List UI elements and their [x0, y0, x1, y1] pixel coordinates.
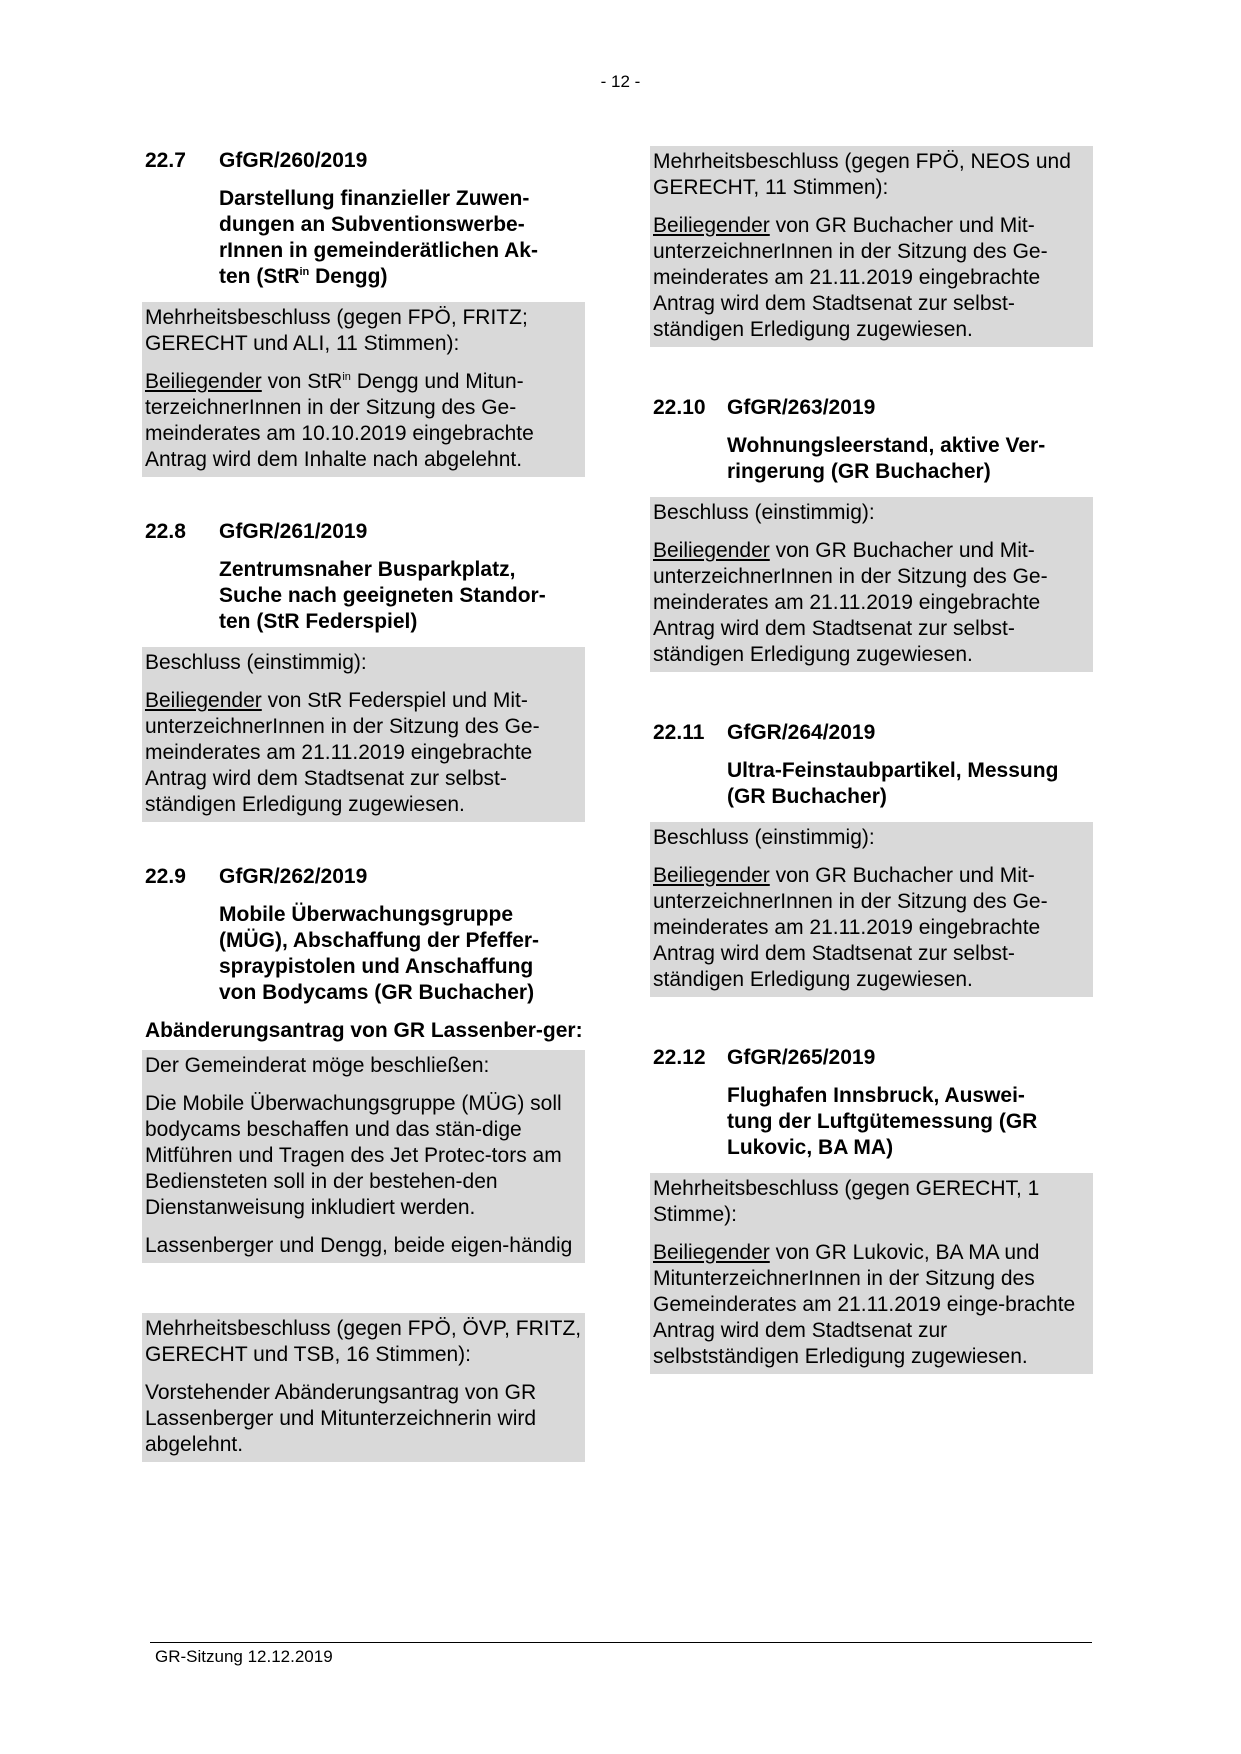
agenda-item-22-9 [145, 864, 585, 1462]
resolution-underlined: Beiliegender [653, 539, 770, 562]
item-title: Ultra-Feinstaubpartikel, Messung (GR Buchacher) [727, 759, 1059, 808]
item-title: Zentrumsnaher Busparkplatz, Suche nach geeigneten Standor-ten (StR Federspiel) [219, 558, 546, 633]
item-code: GfGR/264/2019 [727, 721, 876, 744]
item-heading [653, 395, 1093, 421]
resolution-rest: von GR Lukovic, BA MA und MitunterzeichnerInnen in der Sitzung des Gemeinderates am 21.11.2019 einge-brachte Antrag wird dem Stadtsenat zur selbstständigen Erledigung zugewiesen. [653, 1241, 1076, 1368]
resolution-underlined: Beiliegender [653, 214, 770, 237]
page-number: - 12 - [600, 72, 641, 91]
resolution-box [142, 302, 585, 477]
resolution-box-continued [650, 146, 1093, 347]
footer-divider [150, 1642, 1092, 1643]
item-code: GfGR/260/2019 [219, 149, 368, 172]
resolution-underlined: Beiliegender [145, 689, 262, 712]
amendment-box [142, 1050, 585, 1263]
item-code: GfGR/265/2019 [727, 1046, 876, 1069]
item-number: 22.8 [145, 520, 186, 543]
amendment-signatures: Lassenberger und Dengg, beide eigen-händig [145, 1234, 573, 1257]
agenda-item-22-12 [653, 1045, 1093, 1374]
resolution-text [145, 369, 582, 473]
item-title [145, 186, 549, 290]
item-heading [653, 720, 1093, 746]
resolution-box [142, 1313, 585, 1462]
item-title-sup: in [299, 266, 310, 278]
item-number: 22.7 [145, 149, 186, 172]
resolution-underlined: Beiliegender [653, 1241, 770, 1264]
resolution-text [653, 213, 1090, 343]
agenda-item-22-11 [653, 720, 1093, 997]
vote-result: Mehrheitsbeschluss (gegen FPÖ, NEOS und GERECHT, 11 Stimmen): [653, 150, 1071, 199]
item-heading [145, 148, 585, 174]
vote-result: Beschluss (einstimmig): [653, 826, 875, 849]
resolution-rest: von GR Buchacher und Mit-unterzeichnerInnen in der Sitzung des Ge-meinderates am 21.11.2019 eingebrachte Antrag wird dem Stadtsenat zur selbst-ständigen Erledigung zugewiesen. [653, 214, 1048, 341]
item-number: 22.11 [653, 721, 705, 744]
item-number: 22.10 [653, 396, 706, 419]
resolution-text [653, 538, 1090, 668]
resolution-text [653, 863, 1090, 993]
resolution-text: Vorstehender Abänderungsantrag von GR Lassenberger und Mitunterzeichnerin wird abgelehnt. [145, 1381, 537, 1456]
resolution-box [650, 822, 1093, 997]
item-heading [145, 864, 585, 890]
resolution-rest: von GR Buchacher und Mit-unterzeichnerInnen in der Sitzung des Ge-meinderates am 21.11.2019 eingebrachte Antrag wird dem Stadtsenat zur selbst-ständigen Erledigung zugewiesen. [653, 539, 1048, 666]
resolution-box [650, 497, 1093, 672]
resolution-text [145, 688, 582, 818]
agenda-item-22-8 [145, 519, 585, 822]
left-column [145, 148, 585, 1462]
resolution-rest: Dengg und Mitun-terzeichnerInnen in der Sitzung des Ge-meinderates am 10.10.2019 eingebrachte Antrag wird dem Inhalte nach abgelehnt. [145, 370, 534, 471]
agenda-item-22-10 [653, 395, 1093, 672]
vote-result: Beschluss (einstimmig): [145, 651, 367, 674]
item-title: Flughafen Innsbruck, Auswei-tung der Luftgütemessung (GR Lukovic, BA MA) [727, 1084, 1038, 1159]
item-title-text-end: Dengg) [309, 265, 388, 288]
resolution-text [653, 1240, 1090, 1370]
item-title-text: Darstellung finanzieller Zuwen-dungen an Subventionswerbe-rInnen in gemeinderätlichen Ak-ten (StR [219, 187, 538, 288]
resolution-part: von StR [261, 370, 343, 393]
amendment-text: Die Mobile Überwachungsgruppe (MÜG) soll bodycams beschaffen und das stän-dige Mitführen und Tragen des Jet Protec-tors am Bediensteten soll in der bestehen-den Dienstanweisung inkludiert werden. [145, 1092, 562, 1219]
resolution-box [650, 1173, 1093, 1374]
agenda-item-22-7 [145, 148, 585, 477]
item-code: GfGR/262/2019 [219, 865, 368, 888]
item-title: Mobile Überwachungsgruppe (MÜG), Abschaffung der Pfeffer-spraypistolen und Anschaffung von Bodycams (GR Buchacher) [219, 903, 540, 1004]
vote-result: Mehrheitsbeschluss (gegen GERECHT, 1 Stimme): [653, 1177, 1040, 1226]
resolution-box [142, 647, 585, 822]
amendment-intro: Der Gemeinderat möge beschließen: [145, 1054, 490, 1077]
item-heading [145, 519, 585, 545]
item-code: GfGR/261/2019 [219, 520, 368, 543]
vote-result: Beschluss (einstimmig): [653, 501, 875, 524]
resolution-underlined: Beiliegender [145, 370, 262, 393]
vote-result: Mehrheitsbeschluss (gegen FPÖ, FRITZ; GERECHT und ALI, 11 Stimmen): [145, 306, 528, 355]
resolution-underlined: Beiliegender [653, 864, 770, 887]
vote-result: Mehrheitsbeschluss (gegen FPÖ, ÖVP, FRITZ, GERECHT und TSB, 16 Stimmen): [145, 1317, 582, 1366]
item-number: 22.9 [145, 865, 186, 888]
footer-text: GR-Sitzung 12.12.2019 [155, 1647, 333, 1666]
right-column [653, 146, 1093, 1374]
amendment-heading: Abänderungsantrag von GR Lassenber-ger: [145, 1019, 583, 1042]
item-heading [653, 1045, 1093, 1071]
resolution-rest: von GR Buchacher und Mit-unterzeichnerInnen in der Sitzung des Ge-meinderates am 21.11.2019 eingebrachte Antrag wird dem Stadtsenat zur selbst-ständigen Erledigung zugewiesen. [653, 864, 1048, 991]
resolution-sup: in [342, 371, 351, 383]
item-code: GfGR/263/2019 [727, 396, 876, 419]
resolution-rest: von StR Federspiel und Mit-unterzeichnerInnen in der Sitzung des Ge-meinderates am 21.11.2019 eingebrachte Antrag wird dem Stadtsenat zur selbst-ständigen Erledigung zugewiesen. [145, 689, 540, 816]
item-number: 22.12 [653, 1046, 706, 1069]
item-title: Wohnungsleerstand, aktive Ver-ringerung (GR Buchacher) [727, 434, 1046, 483]
